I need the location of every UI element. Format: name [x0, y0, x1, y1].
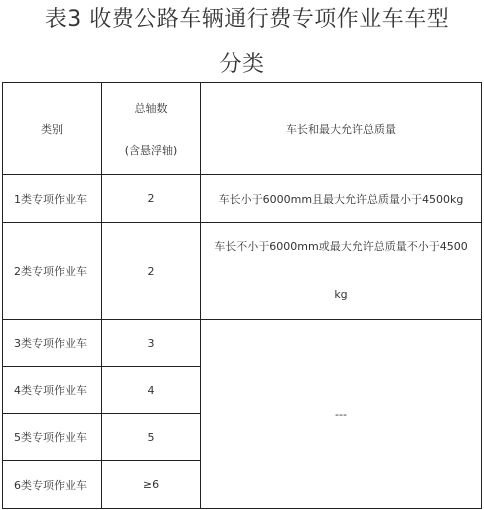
row-category: 2类专项作业车	[3, 223, 102, 320]
header-axles	[102, 83, 201, 175]
row-category: 3类专项作业车	[3, 320, 102, 367]
header-axles-line2: (含悬浮轴)	[124, 143, 178, 157]
table-row	[3, 320, 482, 367]
row-axles: 2	[102, 175, 201, 223]
row-category: 6类专项作业车	[3, 461, 102, 509]
header-axles-line1: 总轴数	[134, 101, 168, 115]
row-category: 5类专项作业车	[3, 414, 102, 461]
table-header-row	[3, 83, 482, 175]
row-category: 1类专项作业车	[3, 175, 102, 223]
row-axles: 4	[102, 367, 201, 414]
row-spec-line2: kg	[334, 288, 348, 301]
table-title-line1: 表3 收费公路车辆通行费专项作业车车型	[44, 7, 450, 32]
header-spec: 车长和最大允许总质量	[201, 83, 482, 175]
merged-spec-cell: ---	[201, 320, 482, 509]
row-axles: 2	[102, 223, 201, 320]
table-row	[3, 175, 482, 223]
table-row	[3, 223, 482, 320]
row-spec	[201, 223, 482, 320]
row-spec: 车长小于6000mm且最大允许总质量小于4500kg	[201, 175, 482, 223]
vehicle-class-table	[2, 82, 482, 509]
row-category: 4类专项作业车	[3, 367, 102, 414]
header-category: 类别	[3, 83, 102, 175]
row-axles: ≥6	[102, 461, 201, 509]
row-axles: 3	[102, 320, 201, 367]
row-spec-line1: 车长不小于6000mm或最大允许总质量不小于4500	[214, 240, 468, 253]
table-title-line2: 分类	[219, 52, 265, 77]
row-axles: 5	[102, 414, 201, 461]
